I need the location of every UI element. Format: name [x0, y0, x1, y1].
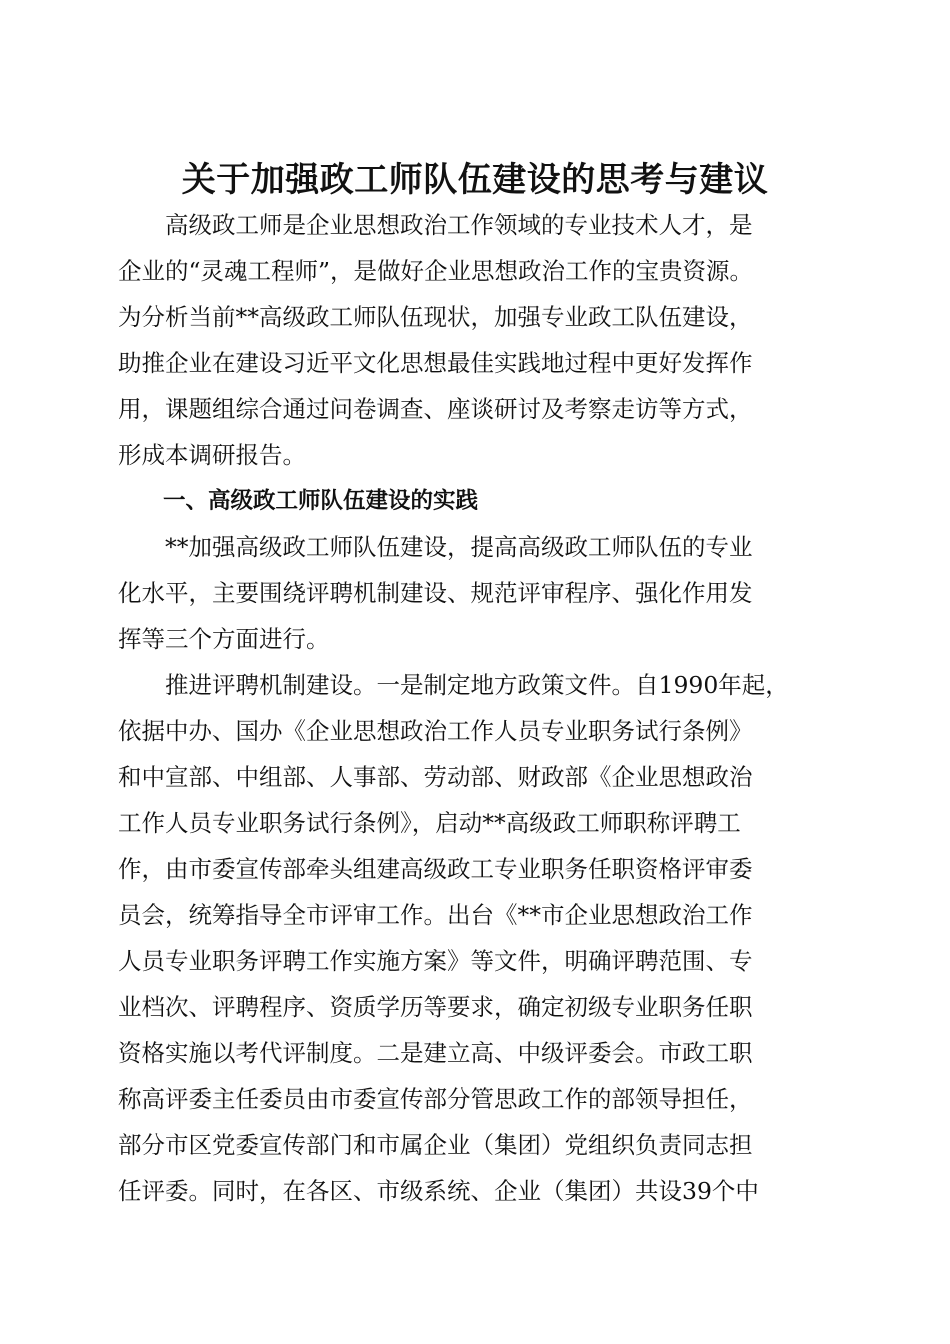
document-title: 关于加强政工师队伍建设的思考与建议	[181, 159, 769, 200]
document-body	[118, 202, 838, 1214]
section-heading-1: 一、高级政工师队伍建设的实践	[118, 488, 479, 514]
section-1-paragraph-2: 推进评聘机制建设。一是制定地方政策文件。自1990年起， 依据中办、国办《企业思想政治工作人员专业职务试行条例》 和中宣部、中组部、人事部、劳动部、财政部《企业思想政治 工作人员专业职务试行条例》，启动**高级政工师职称评聘工 作，由市委宣传部牵头组建高级政工专业职务任职资格评审委 员会，统筹指导全市评审工作。出台《**市企业思想政治工作 人员专业职务评聘工作实施方案》等文件，明确评聘范围、专 业档次、评聘程序、资质学历等要求，确定初级专业职务任职 资格实施以考代评制度。二是建立高、中级评委会。市政工职 称高评委主任委员由市委宣传部分管思政工作的部领导担任， 部分市区党委宣传部门和市属企业（集团）党组织负责同志担 任评委。同时，在各区、市级系统、企业（集团）共设39个中	[118, 671, 789, 1205]
section-1-paragraph-1: **加强高级政工师队伍建设，提高高级政工师队伍的专业 化水平，主要围绕评聘机制建设、规范评审程序、强化作用发 挥等三个方面进行。	[118, 533, 753, 653]
intro-paragraph: 高级政工师是企业思想政治工作领域的专业技术人才，是 企业的“灵魂工程师”，是做好企业思想政治工作的宝贵资源。 为分析当前**高级政工师队伍现状，加强专业政工队伍建设， 助推企业在建设习近平文化思想最佳实践地过程中更好发挥作 用，课题组综合通过问卷调查、座谈研讨及考察走访等方式， 形成本调研报告。	[118, 211, 754, 469]
